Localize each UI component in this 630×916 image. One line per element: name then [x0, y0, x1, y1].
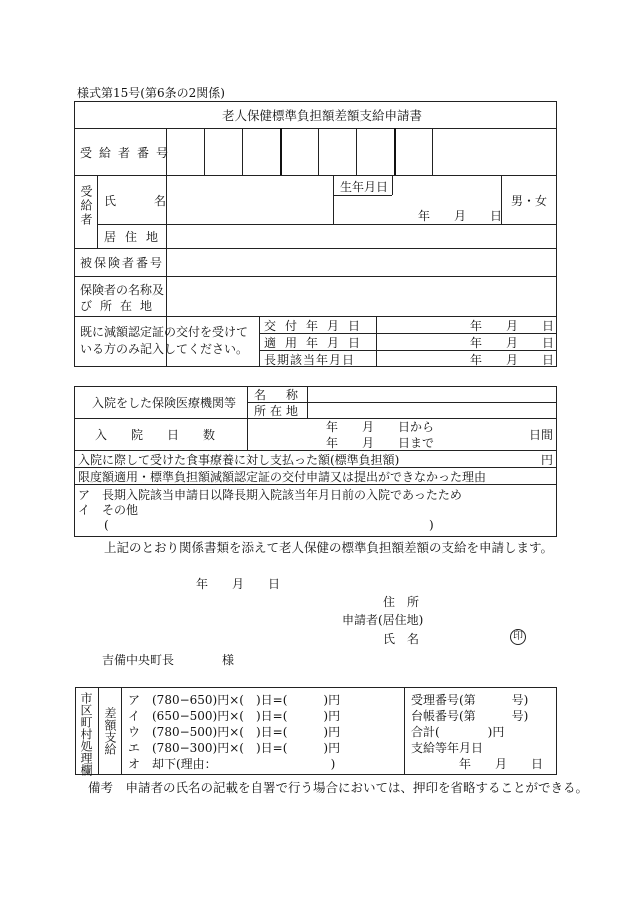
cert-note-line1: 既に減額認定証の交付を受けて	[80, 325, 249, 339]
calc-row-o[interactable]: オ 却下(理由： )	[128, 757, 336, 771]
calc-row-a[interactable]: ア (780−650)円×( )日=( )円	[128, 693, 341, 707]
calc-row-u[interactable]: ウ (780−500)円×( )日=( )円	[128, 725, 341, 739]
seal-mark: 印	[510, 629, 526, 645]
payment-date-label: 支給等年月日	[411, 741, 484, 755]
to-date[interactable]: 年 月 日まで	[326, 436, 435, 450]
insurer-label-line1: 保険者の名称及	[80, 283, 165, 297]
application-date[interactable]: 年 月 日	[196, 577, 281, 591]
dob-label: 生年月日	[340, 180, 389, 194]
institution-location-label: 所在地	[254, 404, 303, 418]
address-field[interactable]	[167, 225, 556, 248]
ledger-number[interactable]: 台帳番号(第 号)	[411, 709, 529, 723]
reason-label: 限度額適用・標準負担額減額認定証の交付申請又は提出ができなかった理由	[78, 470, 487, 484]
office-header: 市区町村処理欄	[79, 692, 93, 776]
other-reason-close: )	[429, 518, 434, 532]
other-reason-field[interactable]	[112, 517, 427, 533]
reason-option-a[interactable]: ア 長期入院該当申請日以降長期入院該当年月日前の入院であったため	[78, 488, 462, 502]
insurer-field[interactable]	[167, 277, 556, 316]
days-label: 入 院 日 数	[95, 428, 222, 442]
institution-location-field[interactable]	[308, 403, 556, 418]
address-caption: 住 所	[383, 595, 420, 609]
calc-row-i[interactable]: イ (650−500)円×( )日=( )円	[128, 709, 341, 723]
form-title: 老人保健標準負担額差額支給申請書	[222, 108, 423, 123]
reason-option-i[interactable]: イ その他	[78, 503, 139, 517]
insurer-label-line2: び所在地	[80, 299, 161, 313]
other-reason-open: (	[104, 518, 109, 532]
total-amount[interactable]: 合計( )円	[411, 725, 505, 739]
name-field[interactable]	[167, 176, 333, 224]
address-label: 居住地	[104, 230, 168, 244]
statement: 上記のとおり関係書類を添えて老人保健の標準負担額差額の支給を申請します。	[104, 540, 554, 555]
applicant-name-caption: 氏 名	[383, 632, 420, 646]
insured-number-field[interactable]	[167, 249, 556, 276]
longterm-date-field[interactable]: 年 月 日	[470, 353, 555, 367]
institution-label: 入院をした保険医療機関等	[92, 396, 237, 410]
dob-field[interactable]	[334, 196, 501, 223]
longterm-date-label: 長期該当年月日	[264, 353, 356, 367]
recipient-label: 受給者	[79, 185, 93, 227]
calc-row-e[interactable]: エ (780−300)円×( )日=( )円	[128, 741, 341, 755]
applicant-caption: 申請者(居住地)	[342, 613, 424, 627]
name-label: 氏名	[104, 194, 205, 208]
meal-cost-yen: 円	[541, 453, 554, 467]
payment-date[interactable]: 年 月 日	[459, 757, 544, 771]
recipient-number-cells[interactable]	[167, 129, 432, 174]
form-number: 様式第15号(第6条の2関係)	[77, 86, 225, 100]
remark: 備考 申請者の氏名の記載を自署で行う場合においては、押印を省略することができる。	[88, 780, 589, 795]
from-date[interactable]: 年 月 日から	[326, 420, 435, 434]
insured-number-label: 被保険者番号	[80, 256, 165, 270]
institution-name-label: 名 称	[254, 388, 303, 402]
dob-ymd: 年 月 日	[418, 209, 503, 223]
issue-date-label: 交付年月日	[264, 319, 370, 333]
cert-note-line2: いる方のみ記入してください。	[80, 342, 249, 356]
days-unit: 日間	[529, 428, 554, 442]
issue-date-field[interactable]: 年 月 日	[470, 319, 555, 333]
addressee: 吉備中央町長 様	[102, 653, 235, 667]
institution-name-field[interactable]	[308, 387, 556, 402]
receipt-number[interactable]: 受理番号(第 号)	[411, 693, 529, 707]
recipient-number-label: 受給者番号	[80, 146, 176, 160]
difference-payment-label: 差額支給	[103, 707, 117, 755]
apply-date-field[interactable]: 年 月 日	[470, 336, 555, 350]
apply-date-label: 適用年月日	[264, 336, 370, 350]
meal-cost-label: 入院に際して受けた食事療養に対し支払った額(標準負担額)	[78, 453, 400, 467]
sex-select[interactable]: 男・女	[511, 194, 548, 208]
